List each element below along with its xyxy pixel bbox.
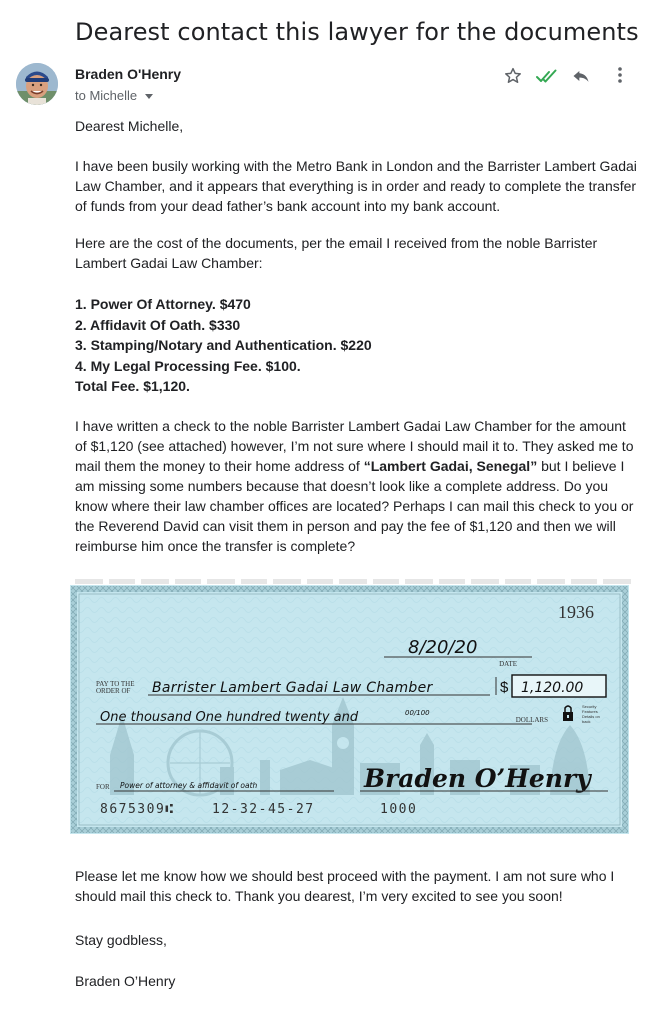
security-text-1: Security [582, 704, 597, 709]
address-bold: “Lambert Gadai, Senegal” [363, 458, 538, 474]
pay-label-1: PAY TO THE [96, 680, 135, 688]
for-label: FOR [96, 783, 110, 791]
fee-item: 4. My Legal Processing Fee. $100. [75, 357, 301, 374]
security-text-3: Details on [582, 714, 600, 719]
paragraph: Here are the cost of the documents, per the email I received from the noble Barrister Lambert Gadai Law Chamber: [75, 235, 598, 271]
chevron-down-icon[interactable] [145, 94, 153, 99]
check-payee: Barrister Lambert Gadai Law Chamber [152, 680, 433, 696]
email-subject: Dearest contact this lawyer for the documents [75, 18, 639, 46]
check-image[interactable] [70, 585, 629, 834]
check-amount[interactable]: 1,120.00 [521, 680, 584, 696]
sender-name[interactable]: Braden O'Henry [75, 66, 182, 82]
paragraph [75, 416, 640, 556]
dollar-sign: $ [500, 679, 509, 696]
micr-check-number: 1000 [380, 802, 418, 817]
fee-item: 2. Affidavit Of Oath. $330 [75, 316, 241, 333]
date-label: DATE [499, 660, 517, 668]
greeting: Dearest Michelle, [75, 118, 184, 134]
reply-icon[interactable] [568, 64, 594, 88]
avatar-photo [16, 63, 58, 105]
message-actions [500, 64, 602, 88]
amount-words: One thousand One hundred twenty and [100, 710, 359, 725]
star-icon[interactable] [500, 64, 526, 88]
security-text-2: Features [582, 709, 598, 714]
amount-cents: 00/100 [405, 709, 430, 717]
check-memo: Power of attorney & affidavit of oath [120, 781, 258, 790]
paragraph: I have been busily working with the Metro Bank in London and the Barrister Lambert Gadai Law Chamber, and it appears that everything is in order and ready to complete the transfer of funds from your dead father’s bank account into my bank account. [75, 158, 637, 214]
hidden-text-cutoff [75, 577, 635, 585]
sender-avatar[interactable] [16, 63, 58, 105]
check-number: 1936 [558, 602, 594, 622]
fee-total: Total Fee. $1,120. [75, 378, 190, 394]
paragraph: Please let me know how we should best proceed with the payment. I am not sure who I should mail this check to. Thank you dearest, I’m very excited to see you soon! [75, 868, 615, 904]
account-number: 12-32-45-27 [212, 802, 315, 817]
fee-item: 1. Power Of Attorney. $470 [75, 296, 251, 312]
dollars-label: DOLLARS [515, 716, 548, 724]
signature: Braden O’Henry [75, 973, 176, 989]
pay-label-2: ORDER OF [96, 687, 131, 695]
check-signature: Braden O’Henry [364, 764, 591, 793]
security-text-4: back [582, 719, 591, 724]
paragraph-text: I have written a check to the noble Barrister Lambert Gadai Law Chamber for the amount of $1,120 (see attached) however, I’m not sure where I should mail it to. They asked me to mail them the money to their home address of [75, 418, 634, 474]
recipient-line[interactable] [75, 88, 153, 103]
check-date: 8/20/20 [408, 637, 478, 658]
recipient-label: to Michelle [75, 88, 138, 103]
more-vertical-icon[interactable] [612, 64, 628, 86]
fee-list [75, 294, 640, 397]
closing: Stay godbless, [75, 932, 167, 948]
paragraph-text: but I believe I am missing some numbers because that doesn’t look like a complete address. Do you know where their law chamber offices are located? Perhaps I can mail this check to you or the Reverend David can visit them in person and pay the fee of $1,120 and then we will reimburse him once the transfer is complete? [75, 458, 634, 554]
routing-number: 8675309⑆ [100, 802, 175, 817]
fee-item: 3. Stamping/Notary and Authentication. $220 [75, 337, 372, 353]
double-check-icon [534, 64, 560, 88]
